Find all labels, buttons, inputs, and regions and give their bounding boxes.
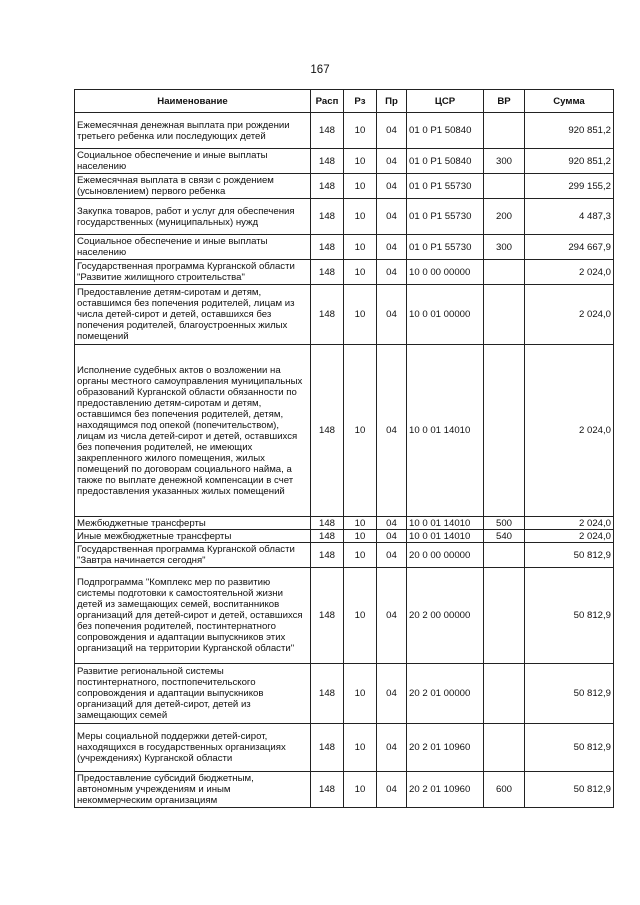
cell-csr: 20 2 01 00000 [407, 664, 484, 724]
cell-pr: 04 [377, 199, 407, 235]
cell-pr: 04 [377, 517, 407, 530]
cell-pr: 04 [377, 530, 407, 543]
cell-csr: 10 0 01 14010 [407, 517, 484, 530]
cell-csr: 01 0 P1 50840 [407, 149, 484, 174]
cell-name: Социальное обеспечение и иные выплаты населению [75, 149, 311, 174]
cell-name: Предоставление детям-сиротам и детям, оставшимся без попечения родителей, лицам из числа детей-сирот и детей, оставшихся без попечения родителей, благоустроенных жилых помещений [75, 285, 311, 345]
cell-sum: 920 851,2 [525, 149, 614, 174]
cell-pr: 04 [377, 345, 407, 517]
cell-rasp: 148 [311, 517, 344, 530]
header-csr: ЦСР [407, 90, 484, 113]
cell-pr: 04 [377, 113, 407, 149]
table-row [75, 149, 614, 174]
cell-csr: 20 2 00 00000 [407, 568, 484, 664]
header-rasp: Расп [311, 90, 344, 113]
table-row [75, 113, 614, 149]
cell-vr: 540 [484, 530, 525, 543]
cell-name: Государственная программа Курганской области "Завтра начинается сегодня" [75, 543, 311, 568]
cell-sum: 50 812,9 [525, 664, 614, 724]
cell-rasp: 148 [311, 772, 344, 808]
table-row [75, 285, 614, 345]
table-row [75, 174, 614, 199]
table-row [75, 235, 614, 260]
cell-rz: 10 [344, 113, 377, 149]
cell-pr: 04 [377, 174, 407, 199]
cell-name: Предоставление субсидий бюджетным, автономным учреждениям и иным некоммерческим организациям [75, 772, 311, 808]
table-row [75, 724, 614, 772]
header-sum: Сумма [525, 90, 614, 113]
cell-vr [484, 568, 525, 664]
cell-pr: 04 [377, 664, 407, 724]
cell-rz: 10 [344, 543, 377, 568]
cell-rasp: 148 [311, 260, 344, 285]
cell-csr: 10 0 01 14010 [407, 530, 484, 543]
cell-rz: 10 [344, 199, 377, 235]
cell-csr: 10 0 00 00000 [407, 260, 484, 285]
cell-name: Социальное обеспечение и иные выплаты населению [75, 235, 311, 260]
cell-vr: 300 [484, 235, 525, 260]
cell-name: Развитие региональной системы постинтернатного, постпопечительского сопровождения и адаптации выпускников организаций для детей-сирот, детей из замещающих семей [75, 664, 311, 724]
cell-name: Иные межбюджетные трансферты [75, 530, 311, 543]
cell-pr: 04 [377, 543, 407, 568]
cell-vr [484, 724, 525, 772]
cell-rz: 10 [344, 517, 377, 530]
cell-sum: 2 024,0 [525, 345, 614, 517]
cell-pr: 04 [377, 235, 407, 260]
cell-csr: 10 0 01 00000 [407, 285, 484, 345]
cell-sum: 50 812,9 [525, 543, 614, 568]
budget-table [74, 89, 614, 808]
cell-rasp: 148 [311, 174, 344, 199]
cell-vr: 200 [484, 199, 525, 235]
table-row [75, 543, 614, 568]
cell-pr: 04 [377, 149, 407, 174]
table-row [75, 772, 614, 808]
cell-rasp: 148 [311, 149, 344, 174]
header-row [75, 90, 614, 113]
cell-rz: 10 [344, 345, 377, 517]
header-vr: ВР [484, 90, 525, 113]
cell-sum: 299 155,2 [525, 174, 614, 199]
cell-csr: 01 0 P1 50840 [407, 113, 484, 149]
cell-rz: 10 [344, 664, 377, 724]
table-row [75, 517, 614, 530]
header-name: Наименование [75, 90, 311, 113]
cell-rasp: 148 [311, 664, 344, 724]
cell-csr: 01 0 P1 55730 [407, 235, 484, 260]
cell-sum: 50 812,9 [525, 772, 614, 808]
cell-rz: 10 [344, 772, 377, 808]
cell-rasp: 148 [311, 543, 344, 568]
cell-rasp: 148 [311, 235, 344, 260]
table-row [75, 568, 614, 664]
header-pr: Пр [377, 90, 407, 113]
cell-vr [484, 664, 525, 724]
cell-sum: 920 851,2 [525, 113, 614, 149]
cell-vr [484, 285, 525, 345]
cell-csr: 01 0 P1 55730 [407, 199, 484, 235]
cell-rasp: 148 [311, 199, 344, 235]
table-row [75, 199, 614, 235]
cell-vr: 500 [484, 517, 525, 530]
cell-csr: 01 0 P1 55730 [407, 174, 484, 199]
cell-pr: 04 [377, 724, 407, 772]
cell-rasp: 148 [311, 113, 344, 149]
cell-rasp: 148 [311, 345, 344, 517]
cell-rz: 10 [344, 530, 377, 543]
cell-rasp: 148 [311, 568, 344, 664]
cell-vr [484, 345, 525, 517]
cell-vr [484, 543, 525, 568]
cell-vr: 600 [484, 772, 525, 808]
cell-name: Закупка товаров, работ и услуг для обеспечения государственных (муниципальных) нужд [75, 199, 311, 235]
cell-name: Государственная программа Курганской области "Развитие жилищного строительства" [75, 260, 311, 285]
cell-rz: 10 [344, 235, 377, 260]
cell-pr: 04 [377, 568, 407, 664]
cell-rasp: 148 [311, 530, 344, 543]
cell-vr [484, 260, 525, 285]
cell-sum: 2 024,0 [525, 285, 614, 345]
cell-rz: 10 [344, 724, 377, 772]
cell-rasp: 148 [311, 724, 344, 772]
cell-sum: 2 024,0 [525, 260, 614, 285]
cell-name: Межбюджетные трансферты [75, 517, 311, 530]
header-rz: Рз [344, 90, 377, 113]
cell-csr: 20 0 00 00000 [407, 543, 484, 568]
cell-sum: 4 487,3 [525, 199, 614, 235]
cell-vr [484, 174, 525, 199]
cell-csr: 10 0 01 14010 [407, 345, 484, 517]
cell-pr: 04 [377, 772, 407, 808]
table-row [75, 345, 614, 517]
cell-vr [484, 113, 525, 149]
cell-rasp: 148 [311, 285, 344, 345]
cell-sum: 50 812,9 [525, 568, 614, 664]
cell-csr: 20 2 01 10960 [407, 724, 484, 772]
page-number: 167 [310, 64, 330, 76]
table-row [75, 530, 614, 543]
cell-sum: 50 812,9 [525, 724, 614, 772]
cell-rz: 10 [344, 149, 377, 174]
cell-sum: 2 024,0 [525, 517, 614, 530]
table-row [75, 260, 614, 285]
cell-vr: 300 [484, 149, 525, 174]
cell-pr: 04 [377, 285, 407, 345]
cell-name: Меры социальной поддержки детей-сирот, находящихся в государственных организациях (учреждениях) Курганской области [75, 724, 311, 772]
cell-sum: 2 024,0 [525, 530, 614, 543]
cell-rz: 10 [344, 568, 377, 664]
cell-name: Исполнение судебных актов о возложении на органы местного самоуправления муниципальных образований Курганской области обязанности по предоставлению детям-сиротам и детям, оставшимся без попечения родителей, детям, находящимся под опекой (попечительством), лицам из числа детей-сирот и детей, оставшихся без попечения родителей, не имеющих закрепленного жилого помещения, жилых помещений по договорам социального найма, а также по выплате денежной компенсации в счет предоставления указанных жилых помещений [75, 345, 311, 517]
cell-name: Ежемесячная выплата в связи с рождением (усыновлением) первого ребенка [75, 174, 311, 199]
cell-rz: 10 [344, 174, 377, 199]
cell-sum: 294 667,9 [525, 235, 614, 260]
cell-rz: 10 [344, 260, 377, 285]
cell-name: Подпрограмма "Комплекс мер по развитию системы подготовки к самостоятельной жизни детей из замещающих семей, воспитанников организаций для детей-сирот и детей, оставшихся без попечения родителей, постинтернатного сопровождения и адаптации выпускников этих организаций на территории Курганской области" [75, 568, 311, 664]
cell-rz: 10 [344, 285, 377, 345]
cell-pr: 04 [377, 260, 407, 285]
cell-name: Ежемесячная денежная выплата при рождении третьего ребенка или последующих детей [75, 113, 311, 149]
cell-csr: 20 2 01 10960 [407, 772, 484, 808]
table-row [75, 664, 614, 724]
